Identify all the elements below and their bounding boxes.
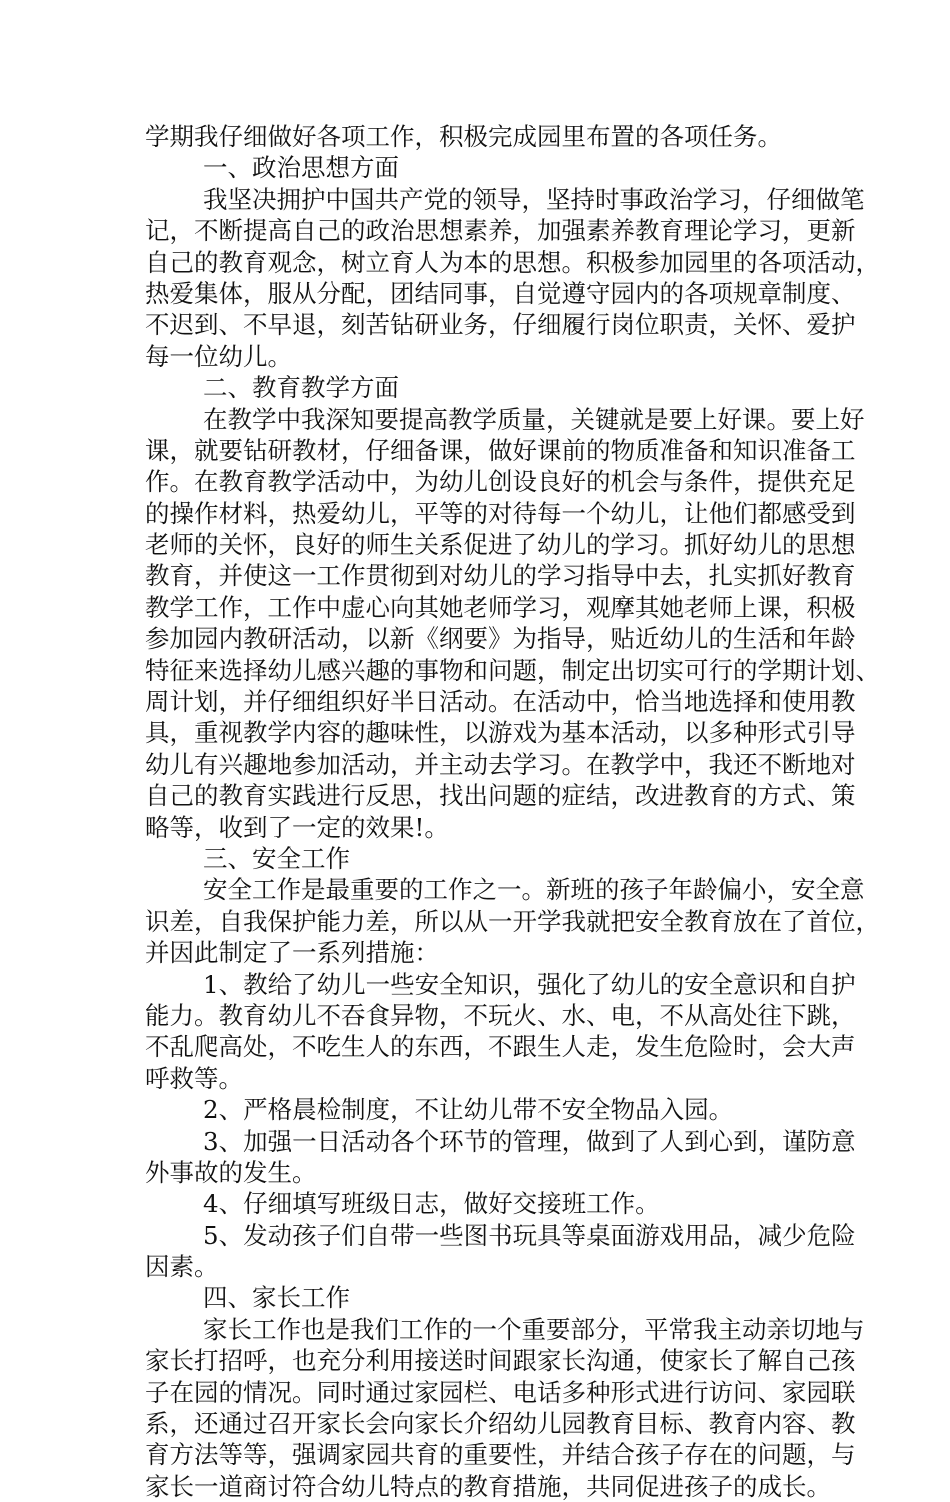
text-line: 教学工作，工作中虚心向其她老师学习，观摩其她老师上课，积极 — [145, 592, 856, 622]
text-line: 家长工作也是我们工作的一个重要部分，平常我主动亲切地与 — [203, 1314, 865, 1344]
text-line: 子在园的情况。同时通过家园栏、电话多种形式进行访问、家园联 — [145, 1377, 856, 1407]
text-line: 呼救等。 — [145, 1063, 243, 1093]
text-line: 4、仔细填写班级日志，做好交接班工作。 — [203, 1189, 660, 1219]
text-line: 的操作材料，热爱幼儿，平等的对待每一个幼儿，让他们都感受到 — [145, 498, 856, 528]
text-line: 自己的教育实践进行反思，找出问题的症结，改进教育的方式、策 — [145, 781, 856, 811]
text-line: 幼儿有兴趣地参加活动，并主动去学习。在教学中，我还不断地对 — [145, 749, 856, 779]
text-line: 三、安全工作 — [203, 843, 350, 873]
text-line: 具，重视教学内容的趣味性，以游戏为基本活动，以多种形式引导 — [145, 718, 856, 748]
text-line: 能力。教育幼儿不吞食异物，不玩火、水、电，不从高处往下跳， — [145, 1000, 856, 1030]
text-line: 因素。 — [145, 1252, 219, 1282]
text-line: 我坚决拥护中国共产党的领导，坚持时事政治学习，仔细做笔 — [203, 184, 865, 214]
text-line: 二、教育教学方面 — [203, 373, 399, 403]
text-line: 家长一道商讨符合幼儿特点的教育措施，共同促进孩子的成长。 — [145, 1471, 831, 1501]
text-line: 3、加强一日活动各个环节的管理，做到了人到心到，谨防意 — [203, 1126, 856, 1156]
text-line: 家长打招呼，也充分利用接送时间跟家长沟通，使家长了解自己孩 — [145, 1346, 856, 1376]
text-line: 不迟到、不早退，刻苦钻研业务，仔细履行岗位职责，关怀、爱护 — [145, 310, 856, 340]
text-line: 一、政治思想方面 — [203, 153, 399, 183]
text-line: 在教学中我深知要提高教学质量，关键就是要上好课。要上好 — [203, 404, 865, 434]
text-line: 育方法等等，强调家园共育的重要性，并结合孩子存在的问题，与 — [145, 1440, 856, 1470]
text-line: 热爱集体，服从分配，团结同事，自觉遵守园内的各项规章制度、 — [145, 278, 856, 308]
document-body — [145, 121, 880, 1502]
text-line: 记，不断提高自己的政治思想素养，加强素养教育理论学习，更新 — [145, 216, 856, 246]
text-line: 每一位幼儿。 — [145, 341, 292, 371]
text-line: 课，就要钻研教材，仔细备课，做好课前的物质准备和知识准备工 — [145, 435, 856, 465]
text-line: 老师的关怀，良好的师生关系促进了幼儿的学习。抓好幼儿的思想 — [145, 530, 856, 560]
text-line: 略等，收到了一定的效果!。 — [145, 812, 449, 842]
text-line: 学期我仔细做好各项工作，积极完成园里布置的各项任务。 — [145, 122, 782, 151]
text-line: 教育，并使这一工作贯彻到对幼儿的学习指导中去，扎实抓好教育 — [145, 561, 856, 591]
text-line: 5、发动孩子们自带一些图书玩具等桌面游戏用品，减少危险 — [203, 1220, 856, 1250]
text-line: 并因此制定了一系列措施： — [145, 938, 439, 968]
text-line: 周计划，并仔细组织好半日活动。在活动中，恰当地选择和使用教 — [145, 687, 856, 717]
text-line: 识差，自我保护能力差，所以从一开学我就把安全教育放在了首位， — [145, 906, 880, 936]
text-line: 系，还通过召开家长会向家长介绍幼儿园教育目标、教育内容、教 — [145, 1409, 856, 1439]
text-line: 外事故的发生。 — [145, 1157, 317, 1187]
text-line: 1、教给了幼儿一些安全知识，强化了幼儿的安全意识和自护 — [203, 969, 856, 999]
text-line: 特征来选择幼儿感兴趣的事物和问题，制定出切实可行的学期计划、 — [145, 655, 880, 685]
text-line: 参加园内教研活动，以新《纲要》为指导，贴近幼儿的生活和年龄 — [145, 624, 856, 654]
text-line: 四、家长工作 — [203, 1283, 350, 1313]
text-line: 不乱爬高处，不吃生人的东西，不跟生人走，发生危险时，会大声 — [145, 1032, 856, 1062]
text-line: 2、严格晨检制度，不让幼儿带不安全物品入园。 — [203, 1095, 734, 1125]
text-line: 作。在教育教学活动中，为幼儿创设良好的机会与条件，提供充足 — [145, 467, 856, 497]
text-line: 安全工作是最重要的工作之一。新班的孩子年龄偏小，安全意 — [203, 875, 865, 905]
text-line: 自己的教育观念，树立育人为本的思想。积极参加园里的各项活动， — [145, 247, 880, 277]
